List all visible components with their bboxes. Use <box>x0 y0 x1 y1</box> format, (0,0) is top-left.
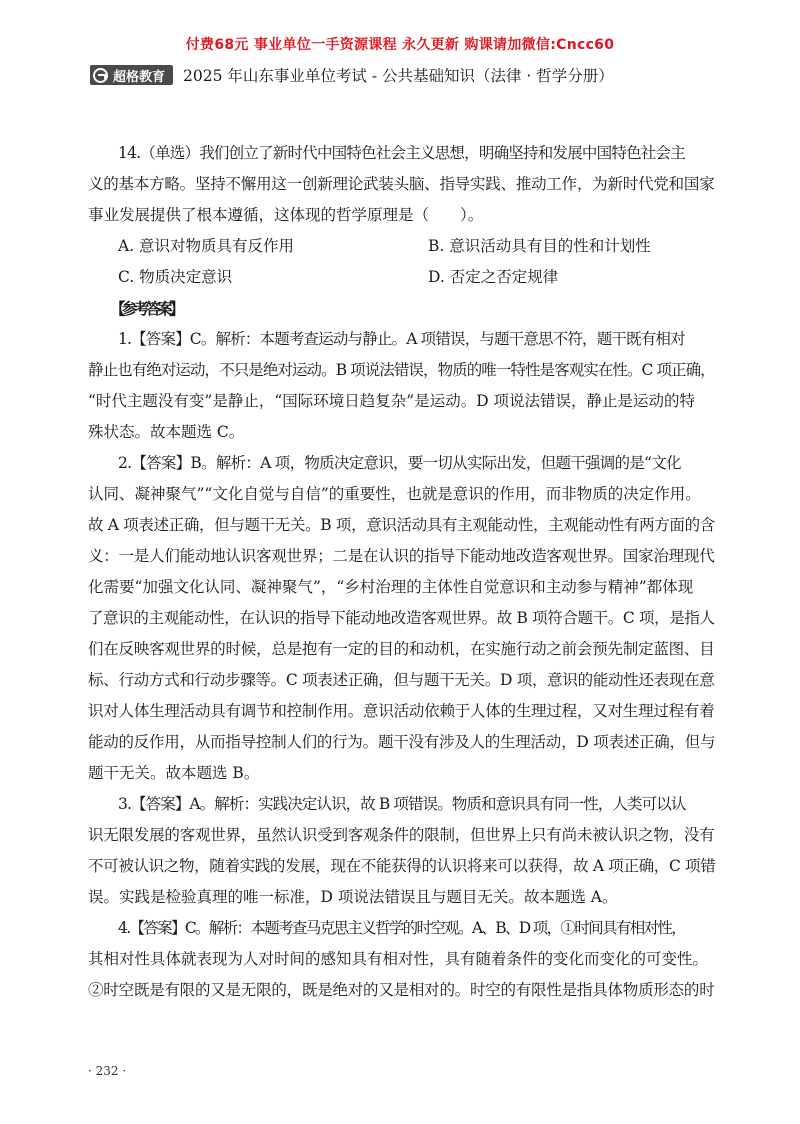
answer-line: “时代主题没有变”是静止，“国际环境日趋复杂”是运动。D 项说法错误，静止是运动的特 <box>88 392 696 410</box>
brand-logo <box>90 65 173 85</box>
answer-line: 题干无关。故本题选 B。 <box>88 764 260 782</box>
answer-line: 能动的反作用，从而指导控制人们的行为。题干没有涉及人的生理活动，D 项表述正确，但与 <box>88 733 716 751</box>
answer-line: 义：一是人们能动地认识客观世界；二是在认识的指导下能动地改造客观世界。国家治理现代 <box>88 547 715 565</box>
answer-line: 3.【答案】A。解析：实践决定认识，故 B 项错误。物质和意识具有同一性，人类可以认 <box>118 795 686 813</box>
answer-line: 静止也有绝对运动，不只是绝对运动。B 项说法错误，物质的唯一特性是客观实在性。C 项正确， <box>88 361 715 379</box>
answer-line: 故 A 项表述正确，但与题干无关。B 项，意识活动具有主观能动性，主观能动性有两方面的含 <box>88 516 715 534</box>
answer-line: 化需要“加强文化认同、凝神聚气”，“乡村治理的主体性自觉意识和主动参与精神”都体现 <box>88 578 694 596</box>
header-title: 2025 年山东事业单位考试 - 公共基础知识（法律 · 哲学分册） <box>183 67 614 85</box>
answer-2 <box>88 448 715 789</box>
answer-line: 4.【答案】C。解析：本题考查马克思主义哲学的时空观。A、B、D 项，①时间具有相对性， <box>118 919 686 937</box>
answer-3 <box>88 789 715 913</box>
answer-line: 识无限发展的客观世界，虽然认识受到客观条件的限制，但世界上只有尚未被认识之物，没有 <box>88 826 715 844</box>
answer-line: 识对人体生理活动具有调节和控制作用。意识活动依赖于人体的生理过程，又对生理过程有着 <box>88 702 715 720</box>
promo-banner: 付费68元 事业单位一手资源课程 永久更新 购课请加微信:Cncc60 <box>185 37 615 53</box>
answer-line: 们在反映客观世界的时候，总是抱有一定的目的和动机，在实施行动之前会预先制定蓝图、目 <box>88 640 715 658</box>
answer-4 <box>88 913 715 1006</box>
document-body <box>88 138 715 1006</box>
brand-logo-text: 超格教育 <box>113 69 166 85</box>
option-c: C. 物质决定意识 <box>118 268 233 286</box>
answer-line: 了意识的主观能动性，在认识的指导下能动地改造客观世界。故 B 项符合题干。C 项，是指人 <box>88 609 715 627</box>
answer-line: 殊状态。故本题选 C。 <box>88 423 245 441</box>
answer-line: 误。实践是检验真理的唯一标准，D 项说法错误且与题目无关。故本题选 A。 <box>88 888 618 906</box>
answers-heading: 【参考答案】 <box>110 299 181 318</box>
page-number: · 232 · <box>88 1064 127 1078</box>
brand-logo-icon <box>93 68 108 83</box>
answer-line: ②时空既是有限的又是无限的，既是绝对的又是相对的。时空的有限性是指具体物质形态的时 <box>88 981 715 999</box>
option-a: A. 意识对物质具有反作用 <box>118 237 295 255</box>
answer-1 <box>88 324 715 448</box>
answer-line: 不可被认识之物，随着实践的发展，现在不能获得的认识将来可以获得，故 A 项正确，C 项错 <box>88 857 716 875</box>
answer-line: 认同、凝神聚气”“文化自觉与自信”的重要性，也就是意识的作用，而非物质的决定作用。 <box>88 485 701 503</box>
answer-line: 其相对性具体就表现为人对时间的感知具有相对性，具有随着条件的变化而变化的可变性。 <box>88 950 709 968</box>
option-row <box>88 262 715 293</box>
question-line: 义的基本方略。坚持不懈用这一创新理论武装头脑、指导实践、推动工作，为新时代党和国家 <box>88 175 715 193</box>
option-b: B. 意识活动具有目的性和计划性 <box>428 237 651 255</box>
answer-line: 1.【答案】C。解析：本题考查运动与静止。A 项错误，与题干意思不符，题干既有相对 <box>118 330 685 348</box>
option-row <box>88 231 715 262</box>
answer-line: 2.【答案】B。解析：A 项，物质决定意识，要一切从实际出发，但题干强调的是“文化 <box>118 454 681 472</box>
question-line: 14.（单选）我们创立了新时代中国特色社会主义思想，明确坚持和发展中国特色社会主 <box>118 144 685 162</box>
page-header <box>90 64 614 86</box>
question-line: 事业发展提供了根本遵循，这体现的哲学原理是（ ）。 <box>88 206 484 224</box>
answer-line: 标、行动方式和行动步骤等。C 项表述正确，但与题干无关。D 项，意识的能动性还表现在意 <box>88 671 715 689</box>
question-block <box>88 138 715 293</box>
option-d: D. 否定之否定规律 <box>428 268 559 286</box>
